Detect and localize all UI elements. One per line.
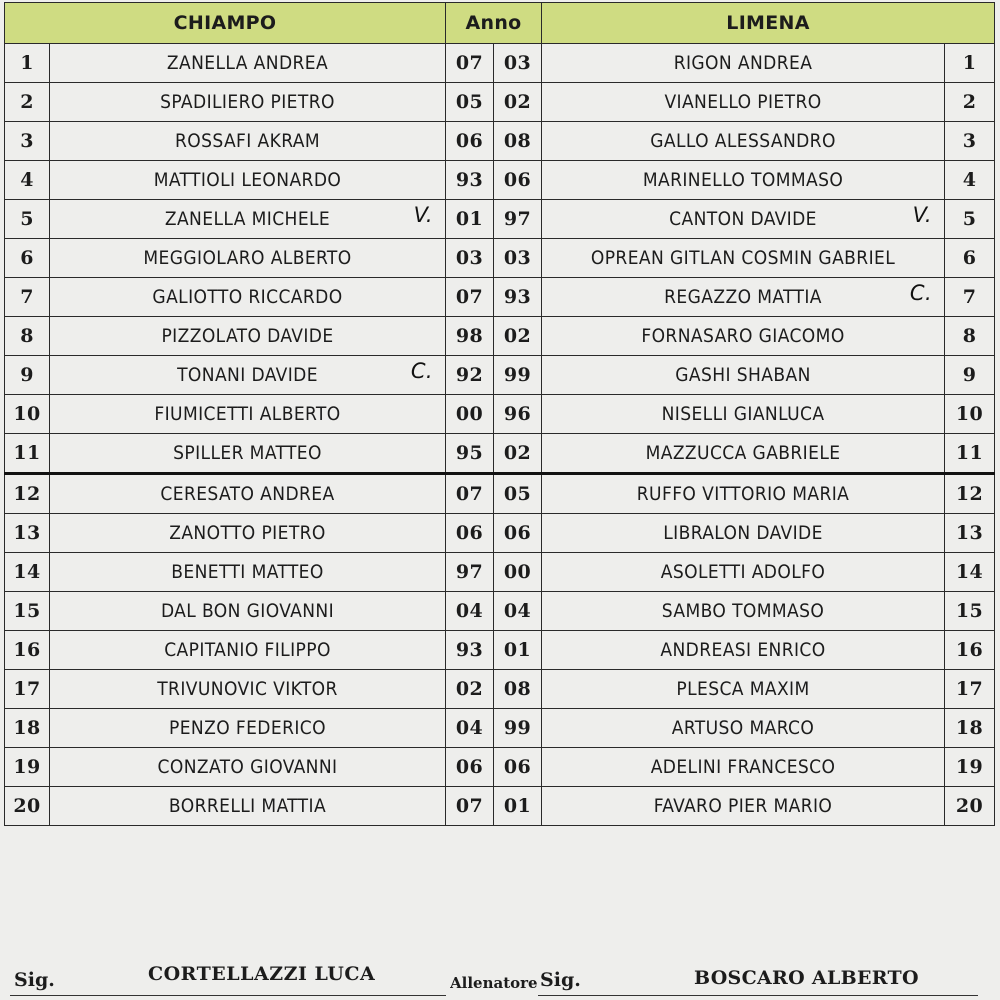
left-birth-year-cell	[446, 434, 494, 474]
roster-header-row	[5, 3, 995, 44]
right-shirt-number: 13	[955, 522, 984, 544]
left-player-name: PENZO FEDERICO	[169, 717, 326, 739]
right-signature-line	[538, 995, 978, 996]
left-player-name-cell	[50, 631, 446, 670]
right-player-name: GALLO ALESSANDRO	[650, 130, 836, 152]
left-shirt-number: 15	[13, 600, 41, 622]
right-player-name-cell	[542, 514, 945, 553]
right-player-name: OPREAN GITLAN COSMIN GABRIEL	[590, 247, 896, 269]
team-left-header: CHIAMPO	[5, 3, 446, 44]
right-shirt-number: 17	[955, 678, 984, 700]
right-player-name-cell	[542, 592, 945, 631]
roster-row	[5, 122, 995, 161]
right-shirt-number-cell	[945, 44, 995, 83]
right-player-name: RUFFO VITTORIO MARIA	[636, 483, 850, 505]
left-birth-year: 02	[455, 678, 484, 700]
right-birth-year: 97	[503, 208, 532, 230]
right-birth-year: 06	[503, 756, 532, 778]
right-birth-year-cell	[494, 592, 542, 631]
roster-row	[5, 317, 995, 356]
right-birth-year-cell	[494, 474, 542, 514]
left-birth-year-cell	[446, 200, 494, 239]
right-player-name-cell	[542, 395, 945, 434]
roster-row	[5, 239, 995, 278]
left-player-name: ZANELLA ANDREA	[166, 52, 329, 74]
left-player-name: SPILLER MATTEO	[173, 442, 322, 464]
roster-row	[5, 83, 995, 122]
left-player-name-cell	[50, 83, 446, 122]
left-birth-year-cell	[446, 356, 494, 395]
right-sig-label: Sig.	[540, 969, 581, 991]
left-player-name: MEGGIOLARO ALBERTO	[143, 247, 352, 269]
roster-row	[5, 553, 995, 592]
right-birth-year: 06	[503, 169, 532, 191]
right-shirt-number-cell	[945, 787, 995, 826]
right-shirt-number: 15	[955, 600, 984, 622]
left-player-name-cell	[50, 787, 446, 826]
right-player-name-cell	[542, 200, 945, 239]
right-birth-year: 02	[503, 91, 532, 113]
right-birth-year: 00	[503, 561, 532, 583]
left-coach-name: CORTELLAZZI LUCA	[148, 963, 376, 985]
left-player-name: TRIVUNOVIC VIKTOR	[157, 678, 338, 700]
roster-row	[5, 434, 995, 474]
left-shirt-number-cell	[5, 787, 50, 826]
left-birth-year: 00	[455, 403, 484, 425]
left-birth-year: 06	[455, 522, 484, 544]
left-shirt-number: 18	[13, 717, 41, 739]
left-shirt-number: 4	[20, 169, 34, 191]
right-birth-year: 08	[503, 678, 532, 700]
right-birth-year-cell	[494, 709, 542, 748]
right-shirt-number-cell	[945, 631, 995, 670]
right-player-name: FAVARO PIER MARIO	[653, 795, 833, 817]
left-shirt-number: 12	[13, 483, 41, 505]
left-birth-year-cell	[446, 239, 494, 278]
roster-row	[5, 44, 995, 83]
left-player-name-cell	[50, 670, 446, 709]
right-shirt-number: 14	[955, 561, 984, 583]
right-shirt-number: 16	[955, 639, 984, 661]
left-player-name-cell	[50, 434, 446, 474]
left-shirt-number: 13	[13, 522, 41, 544]
right-player-name: CANTON DAVIDE	[669, 208, 817, 230]
right-shirt-number-cell	[945, 161, 995, 200]
right-player-name: RIGON ANDREA	[673, 52, 813, 74]
right-player-name: PLESCA MAXIM	[676, 678, 810, 700]
left-player-name: ROSSAFI AKRAM	[174, 130, 321, 152]
left-shirt-number-cell	[5, 748, 50, 787]
right-birth-year: 99	[503, 364, 532, 386]
left-birth-year-cell	[446, 592, 494, 631]
left-shirt-number-cell	[5, 44, 50, 83]
left-birth-year-cell	[446, 748, 494, 787]
left-birth-year: 06	[455, 756, 484, 778]
right-shirt-number-cell	[945, 709, 995, 748]
right-birth-year-cell	[494, 787, 542, 826]
roster-table	[4, 2, 995, 826]
left-birth-year-cell	[446, 787, 494, 826]
left-shirt-number-cell	[5, 356, 50, 395]
right-shirt-number-cell	[945, 200, 995, 239]
left-birth-year-cell	[446, 474, 494, 514]
right-shirt-number: 11	[955, 442, 984, 464]
left-player-name-cell	[50, 44, 446, 83]
left-player-name-cell	[50, 356, 446, 395]
left-player-name: DAL BON GIOVANNI	[160, 600, 335, 622]
left-player-name-cell	[50, 592, 446, 631]
left-player-name-cell	[50, 239, 446, 278]
left-player-name-cell	[50, 200, 446, 239]
left-birth-year-cell	[446, 631, 494, 670]
roster-row	[5, 748, 995, 787]
left-sig-label: Sig.	[14, 969, 55, 991]
left-signature-line	[10, 995, 446, 996]
left-player-name-cell	[50, 278, 446, 317]
right-birth-year: 01	[503, 639, 532, 661]
left-shirt-number-cell	[5, 670, 50, 709]
right-birth-year: 06	[503, 522, 532, 544]
left-player-name: GALIOTTO RICCARDO	[152, 286, 343, 308]
left-shirt-number-cell	[5, 83, 50, 122]
left-shirt-number: 3	[20, 130, 34, 152]
right-birth-year: 03	[503, 247, 532, 269]
right-shirt-number-cell	[945, 122, 995, 161]
right-player-name-cell	[542, 553, 945, 592]
left-shirt-number-cell	[5, 278, 50, 317]
left-shirt-number: 10	[13, 403, 41, 425]
right-shirt-number-cell	[945, 395, 995, 434]
right-birth-year-cell	[494, 514, 542, 553]
roster-row	[5, 161, 995, 200]
left-shirt-number: 8	[20, 325, 34, 347]
left-player-name-cell	[50, 474, 446, 514]
left-birth-year: 04	[455, 600, 484, 622]
left-player-name: MATTIOLI LEONARDO	[153, 169, 342, 191]
right-shirt-number-cell	[945, 553, 995, 592]
right-player-name-cell	[542, 278, 945, 317]
left-birth-year-cell	[446, 83, 494, 122]
right-birth-year-cell	[494, 631, 542, 670]
right-birth-year: 96	[503, 403, 532, 425]
roster-row	[5, 356, 995, 395]
right-shirt-number: 19	[955, 756, 984, 778]
right-player-name-cell	[542, 709, 945, 748]
left-player-name-cell	[50, 553, 446, 592]
left-player-name-cell	[50, 122, 446, 161]
right-player-name: FORNASARO GIACOMO	[641, 325, 845, 347]
right-birth-year: 99	[503, 717, 532, 739]
right-shirt-number: 6	[962, 247, 977, 269]
right-shirt-number: 3	[962, 130, 977, 152]
right-shirt-number-cell	[945, 83, 995, 122]
right-player-name-cell	[542, 44, 945, 83]
left-birth-year: 07	[455, 483, 484, 505]
left-player-name-cell	[50, 514, 446, 553]
roster-row	[5, 474, 995, 514]
left-birth-year: 97	[455, 561, 484, 583]
right-shirt-number: 2	[962, 91, 977, 113]
left-birth-year-cell	[446, 709, 494, 748]
left-shirt-number: 19	[13, 756, 41, 778]
left-birth-year: 03	[455, 247, 484, 269]
left-player-name: CAPITANIO FILIPPO	[164, 639, 331, 661]
right-shirt-number: 20	[955, 795, 984, 817]
right-birth-year: 04	[503, 600, 532, 622]
roster-row	[5, 200, 995, 239]
right-birth-year-cell	[494, 748, 542, 787]
right-shirt-number: 7	[962, 286, 977, 308]
left-birth-year: 07	[455, 795, 484, 817]
right-player-name: MAZZUCCA GABRIELE	[645, 442, 841, 464]
left-shirt-number: 20	[13, 795, 41, 817]
right-player-name: ADELINI FRANCESCO	[650, 756, 836, 778]
left-birth-year: 07	[455, 286, 484, 308]
right-birth-year: 02	[503, 325, 532, 347]
left-shirt-number: 7	[20, 286, 34, 308]
right-player-name-cell	[542, 83, 945, 122]
left-birth-year: 05	[455, 91, 484, 113]
left-birth-year: 93	[455, 639, 484, 661]
right-player-mark: C.	[909, 281, 933, 305]
right-player-name-cell	[542, 434, 945, 474]
right-shirt-number: 8	[962, 325, 977, 347]
left-shirt-number: 5	[20, 208, 34, 230]
roster-row	[5, 709, 995, 748]
left-birth-year-cell	[446, 514, 494, 553]
left-birth-year-cell	[446, 670, 494, 709]
right-birth-year: 02	[503, 442, 532, 464]
right-player-name: NISELLI GIANLUCA	[661, 403, 825, 425]
roster-row	[5, 631, 995, 670]
left-shirt-number-cell	[5, 709, 50, 748]
left-shirt-number-cell	[5, 592, 50, 631]
left-player-name: CERESATO ANDREA	[160, 483, 335, 505]
right-birth-year-cell	[494, 553, 542, 592]
right-birth-year-cell	[494, 122, 542, 161]
coach-label: Allenatore	[450, 974, 538, 992]
right-shirt-number-cell	[945, 434, 995, 474]
left-shirt-number-cell	[5, 395, 50, 434]
right-birth-year: 08	[503, 130, 532, 152]
left-shirt-number-cell	[5, 200, 50, 239]
left-shirt-number-cell	[5, 317, 50, 356]
left-birth-year-cell	[446, 122, 494, 161]
right-shirt-number-cell	[945, 356, 995, 395]
right-player-name: MARINELLO TOMMASO	[642, 169, 844, 191]
left-shirt-number: 17	[13, 678, 41, 700]
right-shirt-number: 18	[955, 717, 984, 739]
right-shirt-number-cell	[945, 514, 995, 553]
left-player-mark: V.	[413, 203, 433, 227]
left-shirt-number: 9	[20, 364, 34, 386]
right-birth-year-cell	[494, 317, 542, 356]
left-player-name-cell	[50, 395, 446, 434]
right-player-name: SAMBO TOMMASO	[661, 600, 825, 622]
right-player-name: VIANELLO PIETRO	[664, 91, 822, 113]
left-shirt-number: 16	[13, 639, 41, 661]
right-shirt-number: 5	[962, 208, 977, 230]
left-player-name: CONZATO GIOVANNI	[157, 756, 338, 778]
right-shirt-number-cell	[945, 239, 995, 278]
left-shirt-number-cell	[5, 161, 50, 200]
left-shirt-number: 2	[20, 91, 34, 113]
left-birth-year: 93	[455, 169, 484, 191]
left-player-name-cell	[50, 317, 446, 356]
left-birth-year-cell	[446, 395, 494, 434]
left-shirt-number-cell	[5, 239, 50, 278]
left-player-name: FIUMICETTI ALBERTO	[154, 403, 341, 425]
right-shirt-number: 4	[962, 169, 977, 191]
right-player-name-cell	[542, 787, 945, 826]
left-birth-year-cell	[446, 317, 494, 356]
left-shirt-number: 11	[13, 442, 41, 464]
right-player-name-cell	[542, 239, 945, 278]
left-birth-year: 92	[455, 364, 484, 386]
left-shirt-number-cell	[5, 631, 50, 670]
right-birth-year-cell	[494, 44, 542, 83]
left-shirt-number-cell	[5, 434, 50, 474]
right-player-name: LIBRALON DAVIDE	[663, 522, 823, 544]
left-birth-year-cell	[446, 553, 494, 592]
left-birth-year-cell	[446, 278, 494, 317]
roster-row	[5, 514, 995, 553]
left-birth-year: 98	[455, 325, 484, 347]
right-birth-year-cell	[494, 395, 542, 434]
left-birth-year-cell	[446, 161, 494, 200]
right-player-name-cell	[542, 474, 945, 514]
left-shirt-number-cell	[5, 474, 50, 514]
right-birth-year-cell	[494, 670, 542, 709]
left-shirt-number: 1	[20, 52, 34, 74]
left-shirt-number-cell	[5, 514, 50, 553]
right-shirt-number: 10	[955, 403, 984, 425]
year-header: Anno	[446, 3, 542, 44]
right-player-name-cell	[542, 670, 945, 709]
right-shirt-number-cell	[945, 748, 995, 787]
roster-body	[5, 44, 995, 826]
left-shirt-number: 6	[20, 247, 34, 269]
right-coach-name: BOSCARO ALBERTO	[694, 967, 919, 989]
right-birth-year: 05	[503, 483, 532, 505]
left-player-name: ZANELLA MICHELE	[164, 208, 331, 230]
signature-footer	[0, 955, 1000, 1000]
left-shirt-number: 14	[13, 561, 41, 583]
left-birth-year-cell	[446, 44, 494, 83]
right-player-name-cell	[542, 122, 945, 161]
right-shirt-number: 1	[962, 52, 977, 74]
right-shirt-number-cell	[945, 592, 995, 631]
right-player-name: GASHI SHABAN	[675, 364, 811, 386]
team-right-header: LIMENA	[542, 3, 995, 44]
left-player-mark: C.	[410, 359, 433, 383]
left-player-name: BORRELLI MATTIA	[168, 795, 327, 817]
left-player-name: BENETTI MATTEO	[171, 561, 324, 583]
right-birth-year: 01	[503, 795, 532, 817]
right-shirt-number: 12	[955, 483, 984, 505]
right-player-mark: V.	[912, 203, 933, 227]
right-player-name: ARTUSO MARCO	[671, 717, 815, 739]
right-birth-year-cell	[494, 161, 542, 200]
left-birth-year: 95	[455, 442, 484, 464]
right-shirt-number-cell	[945, 317, 995, 356]
right-shirt-number-cell	[945, 278, 995, 317]
right-birth-year-cell	[494, 278, 542, 317]
roster-row	[5, 670, 995, 709]
right-birth-year-cell	[494, 239, 542, 278]
left-player-name: PIZZOLATO DAVIDE	[161, 325, 334, 347]
right-player-name-cell	[542, 356, 945, 395]
left-player-name: ZANOTTO PIETRO	[169, 522, 326, 544]
left-player-name-cell	[50, 161, 446, 200]
right-shirt-number-cell	[945, 474, 995, 514]
right-shirt-number: 9	[962, 364, 977, 386]
roster-row	[5, 395, 995, 434]
left-birth-year: 07	[455, 52, 484, 74]
right-player-name: REGAZZO MATTIA	[664, 286, 822, 308]
left-shirt-number-cell	[5, 122, 50, 161]
roster-row	[5, 592, 995, 631]
left-shirt-number-cell	[5, 553, 50, 592]
right-birth-year-cell	[494, 356, 542, 395]
left-player-name-cell	[50, 709, 446, 748]
right-birth-year-cell	[494, 83, 542, 122]
right-player-name: ANDREASI ENRICO	[660, 639, 826, 661]
left-birth-year: 01	[455, 208, 484, 230]
right-birth-year: 03	[503, 52, 532, 74]
left-player-name-cell	[50, 748, 446, 787]
left-player-name: TONANI DAVIDE	[177, 364, 318, 386]
right-birth-year-cell	[494, 434, 542, 474]
right-player-name-cell	[542, 748, 945, 787]
right-player-name: ASOLETTI ADOLFO	[660, 561, 826, 583]
left-birth-year: 04	[455, 717, 484, 739]
right-shirt-number-cell	[945, 670, 995, 709]
left-player-name: SPADILIERO PIETRO	[160, 91, 335, 113]
right-birth-year-cell	[494, 200, 542, 239]
roster-row	[5, 787, 995, 826]
right-player-name-cell	[542, 161, 945, 200]
right-player-name-cell	[542, 317, 945, 356]
right-player-name-cell	[542, 631, 945, 670]
roster-row	[5, 278, 995, 317]
right-birth-year: 93	[503, 286, 532, 308]
left-birth-year: 06	[455, 130, 484, 152]
